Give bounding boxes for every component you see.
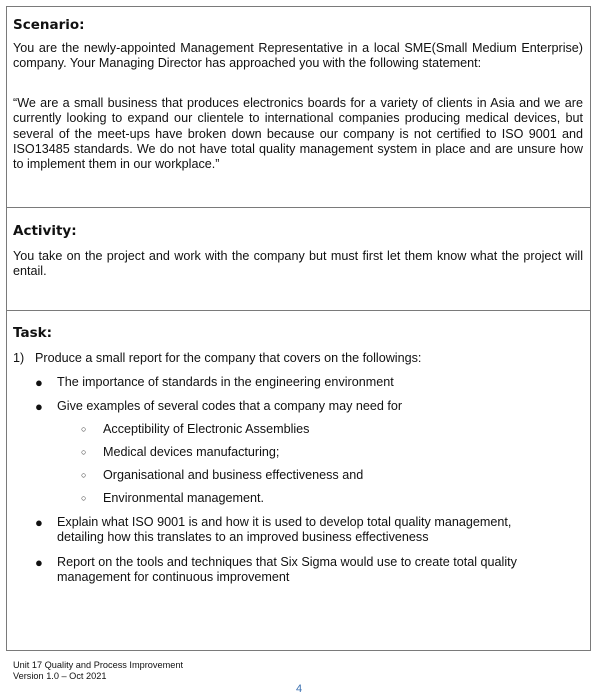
scenario-section [7, 7, 590, 208]
footer-version: Version 1.0 – Oct 2021 [13, 671, 107, 681]
director-quote: “We are a small business that produces electronics boards for a variety of clients in Asia and we are currently looking to expand our clientele to international companies producing medical devices, but several of the meet-ups have broken down because our company is not certified to ISO 9001 and ISO13485 standards. We do not have total quality management system in place and are unsure how to implement them in our workplace.” [13, 96, 583, 172]
bullet-text: Report on the tools and techniques that Six Sigma would use to create total quality management for continuous improvement [57, 555, 517, 585]
bullet-text: Give examples of several codes that a company may need for [57, 399, 403, 413]
bullet-item [35, 515, 550, 546]
hollow-circle-icon: ○ [81, 493, 87, 503]
hollow-circle-icon: ○ [81, 447, 87, 457]
page-number: 4 [295, 683, 303, 695]
sub-bullet-text: Medical devices manufacturing; [103, 445, 280, 459]
sub-bullet-text: Environmental management. [103, 491, 265, 505]
sub-bullet-text: Organisational and business effectiveness and [103, 468, 364, 482]
task-section [7, 311, 590, 650]
bullet-dot-icon: ● [35, 375, 43, 390]
bullet-dot-icon: ● [35, 515, 43, 530]
sub-bullet-item [81, 422, 550, 437]
sub-bullet-text: Acceptibility of Electronic Assemblies [103, 422, 310, 436]
bullet-item [35, 375, 550, 390]
document-table [6, 6, 591, 651]
bullet-text: Explain what ISO 9001 is and how it is used to develop total quality management, detailing how this translates to an improved business effectiveness [57, 515, 512, 545]
bullet-dot-icon: ● [35, 399, 43, 414]
scenario-paragraph: You are the newly-appointed Management Representative in a local SME(Small Medium Enterprise) company. Your Managing Director has approached you with the following statement: [13, 41, 583, 71]
hollow-circle-icon: ○ [81, 470, 87, 480]
task-item [13, 351, 421, 366]
bullet-item [35, 399, 550, 414]
sub-bullet-item [81, 491, 550, 506]
page-footer [13, 660, 183, 682]
scenario-heading: Scenario: [13, 17, 85, 33]
task-item-number: 1) [13, 351, 25, 365]
task-item-text: Produce a small report for the company that covers on the followings: [35, 351, 422, 365]
bullet-text: The importance of standards in the engineering environment [57, 375, 394, 389]
sub-bullet-item [81, 445, 550, 460]
hollow-circle-icon: ○ [81, 424, 87, 434]
activity-heading: Activity: [13, 223, 77, 239]
activity-section [7, 208, 590, 311]
footer-unit-title: Unit 17 Quality and Process Improvement [13, 660, 184, 670]
bullet-item [35, 555, 550, 586]
bullet-dot-icon: ● [35, 555, 43, 570]
task-heading: Task: [13, 325, 52, 341]
activity-paragraph: You take on the project and work with the company but must first let them know what the project will entail. [13, 249, 583, 279]
sub-bullet-item [81, 468, 550, 483]
